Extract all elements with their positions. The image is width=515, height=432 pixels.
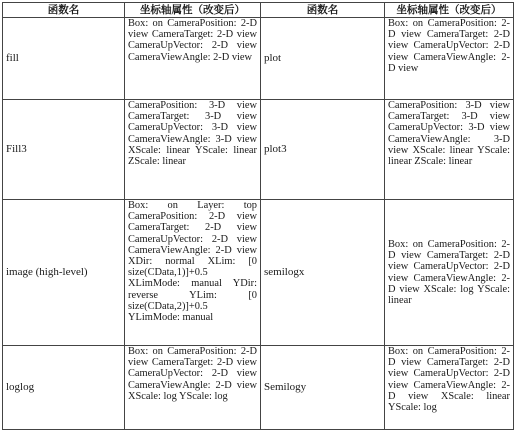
function-name-cell: loglog	[3, 346, 125, 430]
axes-props-cell: Box: on CameraPosition: 2-D view CameraTarget: 2-D view CameraUpVector: 2-D view CameraViewAngle: 2-D view XScale: log YScale: linear	[385, 200, 514, 346]
table-row	[3, 200, 514, 346]
axes-props-cell: CameraPosition: 3-D view CameraTarget: 3-D view CameraUpVector: 3-D view CameraViewAngle: 3-D view XScale: linear YScale: linear ZScale: linear	[385, 100, 514, 200]
function-name-cell: semilogx	[261, 200, 385, 346]
axes-properties-table	[2, 2, 514, 430]
table-row	[3, 18, 514, 100]
axes-props-cell: Box: on CameraPosition: 2-D view CameraTarget: 2-D view CameraUpVector: 2-D view CameraViewAngle: 2-D view	[125, 18, 261, 100]
header-function-name-right: 函数名	[261, 3, 385, 18]
function-name-cell: image (high-level)	[3, 200, 125, 346]
header-axes-props-right: 坐标轴属性（改变后）	[385, 3, 514, 18]
function-name-cell: plot3	[261, 100, 385, 200]
header-row	[3, 3, 514, 18]
table-row	[3, 346, 514, 430]
header-function-name-left: 函数名	[3, 3, 125, 18]
table-row	[3, 100, 514, 200]
function-name-cell: Semilogy	[261, 346, 385, 430]
axes-props-cell: Box: on CameraPosition: 2-D view CameraTarget: 2-D view CameraUpVector: 2-D view CameraViewAngle: 2-D view	[385, 18, 514, 100]
function-name-cell: fill	[3, 18, 125, 100]
axes-props-cell: Box: on Layer: top CameraPosition: 2-D view CameraTarget: 2-D view CameraUpVector: 2-D view CameraViewAngle: 2-D view XDir: normal XLim: [0 size(CData,1)]+0.5 XLimMode: manual YDir: reverse YLim: [0 size(CData,2)]+0.5 YLimMode: manual	[125, 200, 261, 346]
axes-props-cell: Box: on CameraPosition: 2-D view CameraTarget: 2-D view CameraUpVector: 2-D view CameraViewAngle: 2-D view XScale: log YScale: log	[125, 346, 261, 430]
function-name-cell: plot	[261, 18, 385, 100]
function-name-cell: Fill3	[3, 100, 125, 200]
header-axes-props-left: 坐标轴属性（改变后）	[125, 3, 261, 18]
axes-props-cell: CameraPosition: 3-D view CameraTarget: 3-D view CameraUpVector: 3-D view CameraViewAngle: 3-D view XScale: linear YScale: linear ZScale: linear	[125, 100, 261, 200]
axes-props-cell: Box: on CameraPosition: 2-D view CameraTarget: 2-D view CameraUpVector: 2-D view CameraViewAngle: 2-D view XScale: linear YScale: log	[385, 346, 514, 430]
